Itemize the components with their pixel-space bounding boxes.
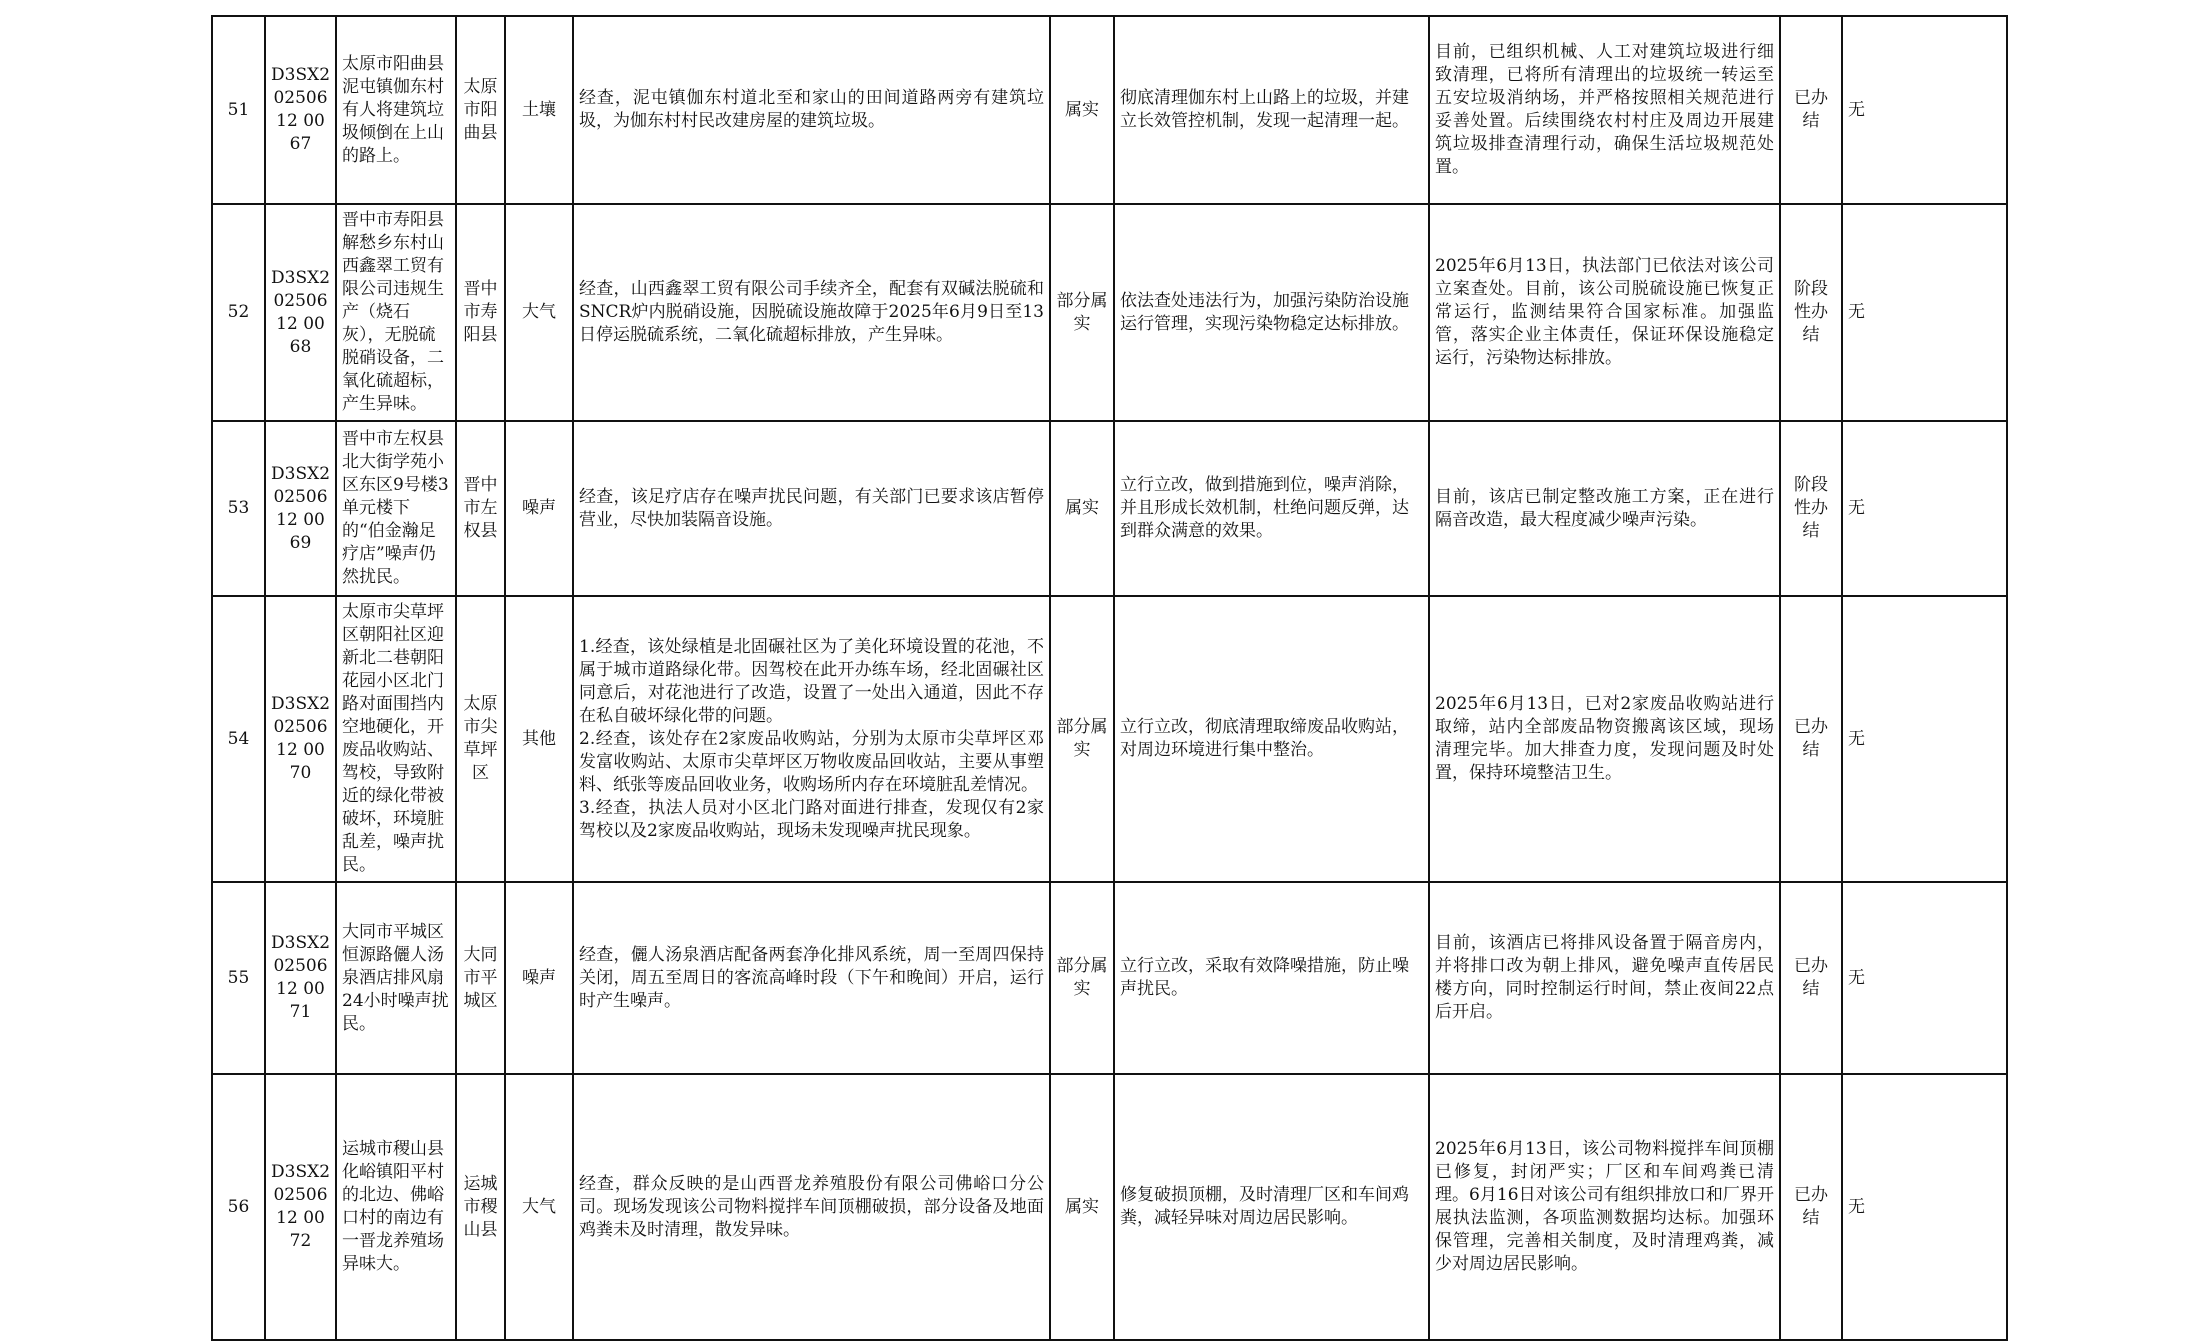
pollution-category: 大气: [505, 1074, 573, 1340]
complaint-code: D3SX20250612 0071: [265, 882, 336, 1074]
complaint-content: 大同市平城区恒源路儷人汤泉酒店排风扇24小时噪声扰民。: [336, 882, 456, 1074]
finding-item: 1.经查，该处绿植是北固碾社区为了美化环境设置的花池，不属于城市道路绿化带。因驾校在此开办练车场，经北固碾社区同意后，对花池进行了改造，设置了一处出入通道，因此不存在私自破坏绿化带的问题。: [579, 636, 1044, 726]
investigation-finding: 经查，儷人汤泉酒店配备两套净化排风系统，周一至周四保持关闭，周五至周日的客流高峰时段（下午和晚间）开启，运行时产生噪声。: [573, 882, 1050, 1074]
accountability-note: 无: [1842, 596, 2007, 882]
handling-measure: 立行立改，彻底清理取缔废品收购站，对周边环境进行集中整治。: [1114, 596, 1429, 882]
table-row: [212, 204, 2007, 421]
rectification-progress: 目前，该酒店已将排风设备置于隔音房内，并将排口改为朝上排风，避免噪声直传居民楼方向，同时控制运行时间，禁止夜间22点后开启。: [1429, 882, 1780, 1074]
verification-result: 属实: [1050, 16, 1114, 204]
complaint-content: 晋中市寿阳县解愁乡东村山西鑫翠工贸有限公司违规生产（烧石灰），无脱硫脱硝设备，二氧化硫超标，产生异味。: [336, 204, 456, 421]
accountability-note: 无: [1842, 882, 2007, 1074]
handling-measure: 依法查处违法行为，加强污染防治设施运行管理，实现污染物稳定达标排放。: [1114, 204, 1429, 421]
complaint-handling-table: [211, 15, 2008, 1341]
investigation-finding: 经查，山西鑫翠工贸有限公司手续齐全，配套有双碱法脱硫和SNCR炉内脱硝设施，因脱硫设施故障于2025年6月9日至13日停运脱硫系统，二氧化硫超标排放，产生异味。: [573, 204, 1050, 421]
complaint-code: D3SX20250612 0072: [265, 1074, 336, 1340]
pollution-category: 噪声: [505, 421, 573, 596]
rectification-progress: 目前，该店已制定整改施工方案，正在进行隔音改造，最大程度减少噪声污染。: [1429, 421, 1780, 596]
row-number: 55: [212, 882, 265, 1074]
rectification-progress: 2025年6月13日，该公司物料搅拌车间顶棚已修复，封闭严实；厂区和车间鸡粪已清理。6月16日对该公司有组织排放口和厂界开展执法监测，各项监测数据均达标。加强环保管理，完善相关制度，及时清理鸡粪，减少对周边居民影响。: [1429, 1074, 1780, 1340]
investigation-finding: 经查，该足疗店存在噪声扰民问题，有关部门已要求该店暂停营业，尽快加装隔音设施。: [573, 421, 1050, 596]
row-number: 54: [212, 596, 265, 882]
accountability-note: 无: [1842, 421, 2007, 596]
rectification-progress: 目前，已组织机械、人工对建筑垃圾进行细致清理，已将所有清理出的垃圾统一转运至五安垃圾消纳场，并严格按照相关规范进行妥善处置。后续围绕农村村庄及周边开展建筑垃圾排查清理行动，确保生活垃圾规范处置。: [1429, 16, 1780, 204]
accountability-note: 无: [1842, 1074, 2007, 1340]
verification-result: 属实: [1050, 421, 1114, 596]
row-number: 52: [212, 204, 265, 421]
investigation-finding: [573, 596, 1050, 882]
row-number: 53: [212, 421, 265, 596]
pollution-category: 其他: [505, 596, 573, 882]
accountability-note: 无: [1842, 16, 2007, 204]
handling-measure: 立行立改，做到措施到位，噪声消除，并且形成长效机制，杜绝问题反弹，达到群众满意的效果。: [1114, 421, 1429, 596]
verification-result: 部分属实: [1050, 204, 1114, 421]
handling-status: 阶段性办结: [1780, 421, 1842, 596]
administrative-region: 运城市稷山县: [456, 1074, 505, 1340]
rectification-progress: 2025年6月13日，已对2家废品收购站进行取缔，站内全部废品物资搬离该区域，现场清理完毕。加大排查力度，发现问题及时处置，保持环境整洁卫生。: [1429, 596, 1780, 882]
complaint-code: D3SX20250612 0067: [265, 16, 336, 204]
verification-result: 属实: [1050, 1074, 1114, 1340]
pollution-category: 噪声: [505, 882, 573, 1074]
handling-measure: 修复破损顶棚，及时清理厂区和车间鸡粪，减轻异味对周边居民影响。: [1114, 1074, 1429, 1340]
handling-measure: 立行立改，采取有效降噪措施，防止噪声扰民。: [1114, 882, 1429, 1074]
finding-item: 2.经查，该处存在2家废品收购站，分别为太原市尖草坪区邓发富收购站、太原市尖草坪区万物收废品回收站，主要从事塑料、纸张等废品回收业务，收购场所内存在环境脏乱差情况。: [579, 728, 1044, 795]
handling-status: 已办结: [1780, 596, 1842, 882]
complaint-content: 晋中市左权县北大街学苑小区东区9号楼3单元楼下的“伯金瀚足疗店”噪声仍然扰民。: [336, 421, 456, 596]
finding-item: 3.经查，执法人员对小区北门路对面进行排查，发现仅有2家驾校以及2家废品收购站，现场未发现噪声扰民现象。: [579, 797, 1044, 841]
table-row: [212, 1074, 2007, 1340]
handling-status: 已办结: [1780, 16, 1842, 204]
administrative-region: 太原市尖草坪区: [456, 596, 505, 882]
row-number: 56: [212, 1074, 265, 1340]
table-row: [212, 421, 2007, 596]
verification-result: 部分属实: [1050, 596, 1114, 882]
row-number: 51: [212, 16, 265, 204]
complaint-code: D3SX20250612 0069: [265, 421, 336, 596]
handling-status: 已办结: [1780, 1074, 1842, 1340]
handling-status: 阶段性办结: [1780, 204, 1842, 421]
pollution-category: 大气: [505, 204, 573, 421]
pollution-category: 土壤: [505, 16, 573, 204]
rectification-progress: 2025年6月13日，执法部门已依法对该公司立案查处。目前，该公司脱硫设施已恢复正常运行，监测结果符合国家标准。加强监管，落实企业主体责任，保证环保设施稳定运行，污染物达标排放。: [1429, 204, 1780, 421]
table-row: [212, 882, 2007, 1074]
complaint-content: 太原市尖草坪区朝阳社区迎新北二巷朝阳花园小区北门路对面围挡内空地硬化，开废品收购站、驾校，导致附近的绿化带被破坏，环境脏乱差，噪声扰民。: [336, 596, 456, 882]
complaint-content: 太原市阳曲县泥屯镇伽东村有人将建筑垃圾倾倒在上山的路上。: [336, 16, 456, 204]
administrative-region: 晋中市寿阳县: [456, 204, 505, 421]
investigation-finding: 经查，泥屯镇伽东村道北至和家山的田间道路两旁有建筑垃圾，为伽东村村民改建房屋的建筑垃圾。: [573, 16, 1050, 204]
complaint-code: D3SX20250612 0070: [265, 596, 336, 882]
handling-status: 已办结: [1780, 882, 1842, 1074]
administrative-region: 晋中市左权县: [456, 421, 505, 596]
administrative-region: 大同市平城区: [456, 882, 505, 1074]
investigation-finding: 经查，群众反映的是山西晋龙养殖股份有限公司佛峪口分公司。现场发现该公司物料搅拌车间顶棚破损，部分设备及地面鸡粪未及时清理，散发异味。: [573, 1074, 1050, 1340]
administrative-region: 太原市阳曲县: [456, 16, 505, 204]
table-row: [212, 596, 2007, 882]
complaint-content: 运城市稷山县化峪镇阳平村的北边、佛峪口村的南边有一晋龙养殖场异味大。: [336, 1074, 456, 1340]
complaint-code: D3SX20250612 0068: [265, 204, 336, 421]
accountability-note: 无: [1842, 204, 2007, 421]
handling-measure: 彻底清理伽东村上山路上的垃圾，并建立长效管控机制，发现一起清理一起。: [1114, 16, 1429, 204]
verification-result: 部分属实: [1050, 882, 1114, 1074]
table-row: [212, 16, 2007, 204]
